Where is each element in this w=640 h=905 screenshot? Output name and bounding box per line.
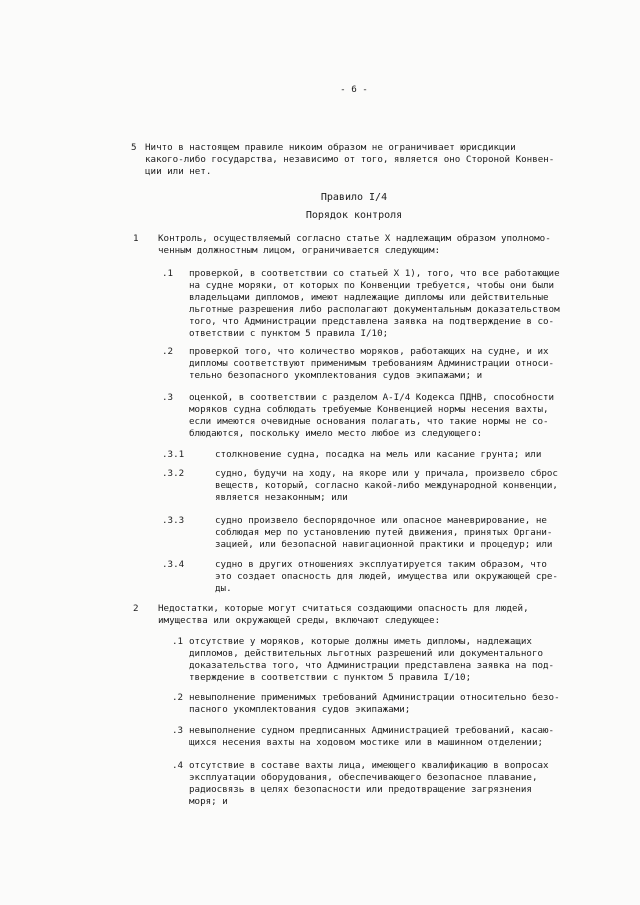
rule-title: Правило I/4 <box>320 192 388 203</box>
section2-item-4-num: .4 <box>172 760 184 771</box>
section1-item-3-2-num: .3.2 <box>162 468 185 479</box>
section1-text: Контроль, осуществляемый согласно статье X надлежащим образом уполномо- ченным должностным лицом, ограничивается следующим: <box>158 233 551 256</box>
section2-item-3-text: невыполнение судном предписанных Администрацией требований, касаю- щихся несения вахты на ходовом мостике или в машинном отделении; <box>189 725 555 748</box>
section2-item-3-num: .3 <box>172 725 184 736</box>
rule-subtitle: Порядок контроля <box>305 210 403 221</box>
section1-item-3-3-text: судно произвело беспорядочное или опасное маневрирование, не соблюдая мер по установлению путей движения, принятых Органи- зацией, или безопасной навигационной практики и процедур; или <box>215 515 553 550</box>
section2-number: 2 <box>133 603 139 614</box>
section1-number: 1 <box>133 233 139 244</box>
section1-item-3-num: .3 <box>162 392 174 403</box>
section1-item-3-3-num: .3.3 <box>162 515 185 526</box>
section2-item-2-text: невыполнение применимых требований Администрации относительно безо- пасного укомплектования судов экипажами; <box>189 692 560 715</box>
section1-item-1-num: .1 <box>162 268 174 279</box>
section1-item-3-4-text: судно в других отношениях эксплуатируется таким образом, что это создает опасность для людей, имущества или окружающей сре- ды. <box>215 559 558 594</box>
section1-item-3-4-num: .3.4 <box>162 559 185 570</box>
section1-item-3-1-num: .3.1 <box>162 449 185 460</box>
section1-item-3-1-text: столкновение судна, посадка на мель или касание грунта; или <box>215 449 542 460</box>
section1-item-1-text: проверкой, в соответствии со статьей X 1), того, что все работающие на судне моряки, от которых по Конвенции требуется, чтобы они были владельцами дипломов, имеют надлежащие дипломы или действительные льготные разрешения либо располагают документальным доказательством того, что Администрации представлена заявка на подтверждение в со- ответствии с пунктом 5 правила I/10; <box>189 268 560 339</box>
section1-item-2-text: проверкой того, что количество моряков, работающих на судне, и их дипломы соответствуют применимым требованиям Администрации относи- тельно безопасного укомплектования судов экипажами; и <box>189 346 555 381</box>
section1-item-2-num: .2 <box>162 346 174 357</box>
section2-item-4-text: отсутствие в составе вахты лица, имеющего квалификацию в вопросах эксплуатации оборудования, обеспечивающего безопасное плавание, радиосвязь в целях безопасности или предотвращение загрязнения моря; и <box>189 760 549 807</box>
section2-text: Недостатки, которые могут считаться создающими опасность для людей, имущества или окружающей среды, включают следующее: <box>158 603 529 626</box>
section1-item-3-text: оценкой, в соответствии с разделом A-I/4 Кодекса ПДНВ, способности моряков судна соблюдать требуемые Конвенцией нормы несения вахты, если имеются очевидные основания полагать, что такие нормы не со- блюдаются, поскольку имело место любое из следующего: <box>189 392 555 439</box>
intro-number: 5 <box>131 142 137 153</box>
page-number: - 6 - <box>340 84 368 95</box>
section2-item-1-text: отсутствие у моряков, которые должны иметь дипломы, надлежащих дипломов, действительных льготных разрешений или документального доказательства того, что Администрации представлена заявка на под- тверждение в соответствии с пунктом 5 правила I/10; <box>189 636 555 683</box>
section2-item-1-num: .1 <box>172 636 184 647</box>
section2-item-2-num: .2 <box>172 692 184 703</box>
intro-text: Ничто в настоящем правиле никоим образом не ограничивает юрисдикции какого-либо государства, независимо от того, является оно Стороной Конвен- ции или нет. <box>145 142 555 177</box>
section1-item-3-2-text: судно, будучи на ходу, на якоре или у причала, произвело сброс веществ, который, согласно какой-либо международной конвенции, является незаконным; или <box>215 468 558 503</box>
